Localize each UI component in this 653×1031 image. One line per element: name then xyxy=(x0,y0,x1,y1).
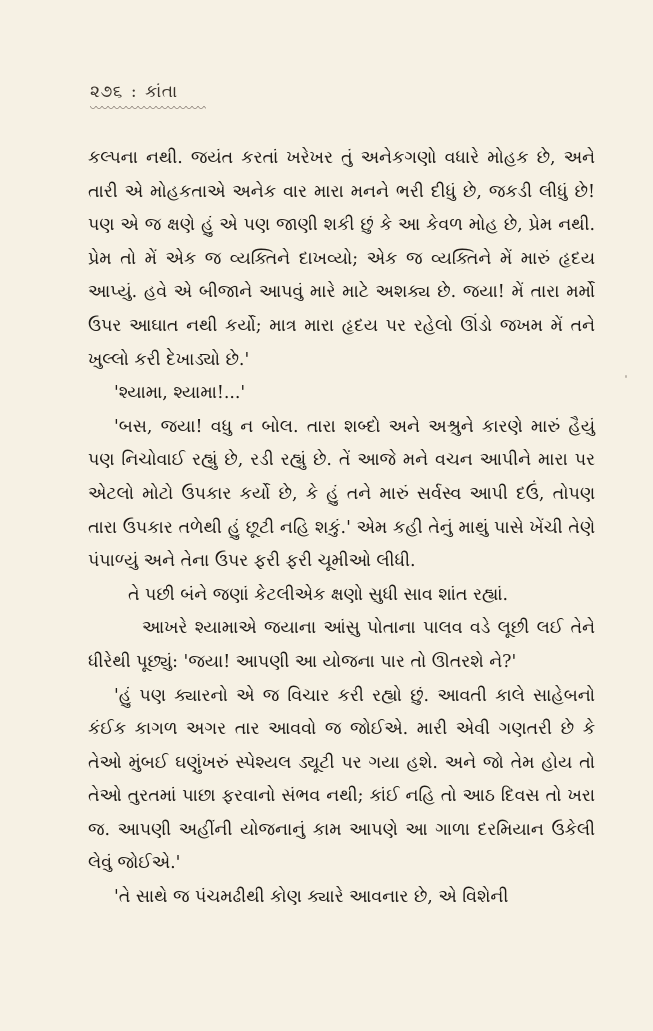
paragraph: તે પછી બંને જણાં કેટલીએક ક્ષણો સુધી સાવ શાંત રહ્યાં. xyxy=(128,584,509,605)
paragraph: 'બસ, જયા! વધુ ન બોલ. તારા શબ્દો અને અશ્રુને કારણે મારું હૈયું પણ નિચોવાઈ રહ્યું છે, રડી રહ્યું છે. તેં આજે મને વચન આપીને મારા પર એટલો મોટો ઉપકાર કર્યો છે, કે હું તને મારું સર્વસ્વ આપી દઉં, તોપણ તારા ઉપકાર તળેથી હું છૂટી નહિ શકું.' એમ કહી તેનું માથું પાસે ખેંચી તેણે પંપાળ્યું અને તેના ઉપર ફરી ફરી ચૂમીઓ લીધી. xyxy=(88,416,595,572)
decorative-wavy-rule xyxy=(90,106,206,112)
paragraph-continued: કલ્પના નથી. જયંત કરતાં ખરેખર તું અનેકગણો વધારે મોહક છે, અને તારી એ મોહકતાએ અનેક વાર મારા મનને ભરી દીધું છે, જકડી લીધું છે! પણ એ જ ક્ષણે હું એ પણ જાણી શકી છું કે આ કેવળ મોહ છે, પ્રેમ નથી. પ્રેમ તો મેં એક જ વ્યક્તિને દાખવ્યો; એક જ વ્યક્તિને મેં મારું હૃદય આપ્યું. હવે એ બીજાને આપવું મારે માટે અશક્ય છે. જયા! મેં તારા મર્મો ઉપર આઘાત નથી કર્યો; માત્ર મારા હૃદય પર રહેલો ઊંડો જખમ મેં તને ખુલ્લો કરી દેખાડ્યો છે.' xyxy=(88,148,595,370)
running-head xyxy=(90,82,595,102)
book-title: કાંતા xyxy=(145,82,178,102)
paragraph: 'શ્યામા, શ્યામા!...' xyxy=(114,383,246,404)
paragraph: આખરે શ્યામાએ જયાના આંસુ પોતાના પાલવ વડે લૂછી લઈ તેને ધીરેથી પૂછ્યું: 'જયા! આપણી આ યોજના પાર તો ઊતરશે ને?' xyxy=(88,618,595,672)
paragraph: 'તે સાથે જ પંચમઢીથી કોણ ક્યારે આવનાર છે, એ વિશેની xyxy=(114,887,509,908)
paragraph: 'હું પણ ક્યારનો એ જ વિચાર કરી રહ્યો છું. આવતી કાલે સાહેબનો કંઈક કાગળ અગર તાર આવવો જ જોઈએ. મારી એવી ગણતરી છે કે તેઓ મુંબઈ ઘણુંખરું સ્પેશ્યલ ડ્યૂટી પર ગયા હશે. અને જો તેમ હોય તો તેઓ તુરતમાં પાછા ફરવાનો સંભવ નથી; કાંઈ નહિ તો આઠ દિવસ તો ખરા જ. આપણી અહીંની યોજનાનું કામ આપણે આ ગાળા દરમિયાન ઉકેલી લેવું જોઈએ.' xyxy=(88,685,595,874)
paper-speck xyxy=(625,375,627,378)
page-number: ૨૭૬ xyxy=(90,82,123,102)
page-body xyxy=(88,142,595,915)
running-head-separator: : xyxy=(130,82,138,102)
